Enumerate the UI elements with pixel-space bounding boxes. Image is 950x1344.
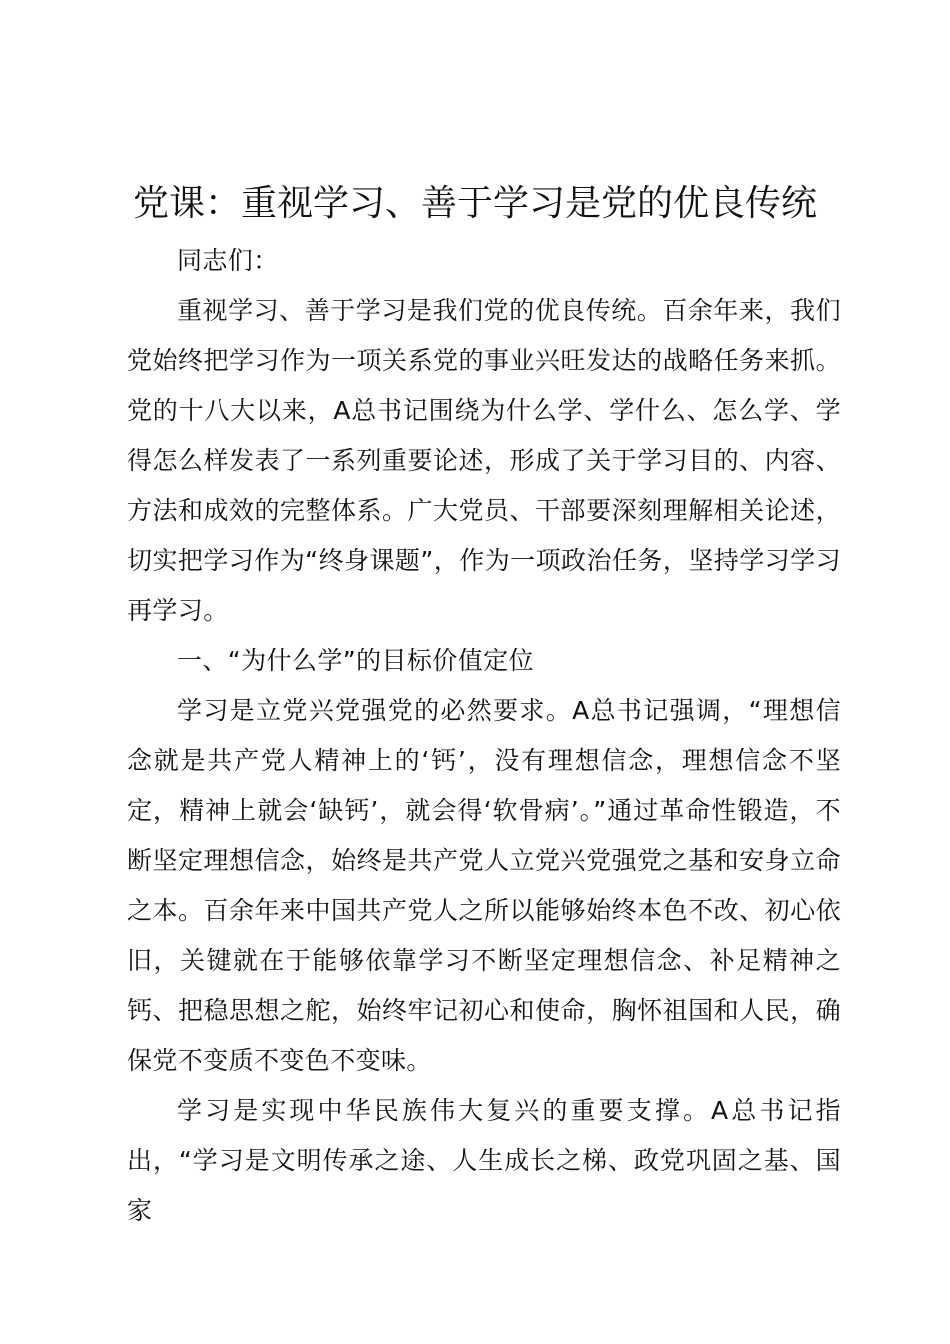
body-paragraph: 学习是立党兴党强党的必然要求。A总书记强调，“理想信念就是共产党人精神上的‘钙’，没有理想信念，理想信念不坚定，精神上就会‘缺钙’，就会得‘软骨病’。”通过革命性锻造，不断坚定理想信念，始终是共产党人立党兴党强党之基和安身立命之本。百余年来中国共产党人之所以能够始终本色不改、初心依旧，关键就在于能够依靠学习不断坚定理想信念、补足精神之钙、把稳思想之舵，始终牢记初心和使命，胸怀祖国和人民，确保党不变质不变色不变味。 <box>127 696 841 1075</box>
document-title: 党课：重视学习、善于学习是党的优良传统 <box>132 183 817 224</box>
intro-paragraph: 重视学习、善于学习是我们党的优良传统。百余年来，我们党始终把学习作为一项关系党的事业兴旺发达的战略任务来抓。党的十八大以来，A总书记围绕为什么学、学什么、怎么学、学得怎么样发表了一系列重要论述，形成了关于学习目的、内容、方法和成效的完整体系。广大党员、干部要深刻理解相关论述，切实把学习作为“终身课题”，作为一项政治任务，坚持学习学习再学习。 <box>127 296 841 625</box>
document-body <box>127 236 841 1236</box>
salutation-paragraph: 同志们： <box>177 246 279 275</box>
section-heading: 一、“为什么学”的目标价值定位 <box>177 646 534 675</box>
body-paragraph: 学习是实现中华民族伟大复兴的重要支撑。A总书记指出，“学习是文明传承之途、人生成长之梯、政党巩固之基、国家 <box>127 1096 841 1225</box>
